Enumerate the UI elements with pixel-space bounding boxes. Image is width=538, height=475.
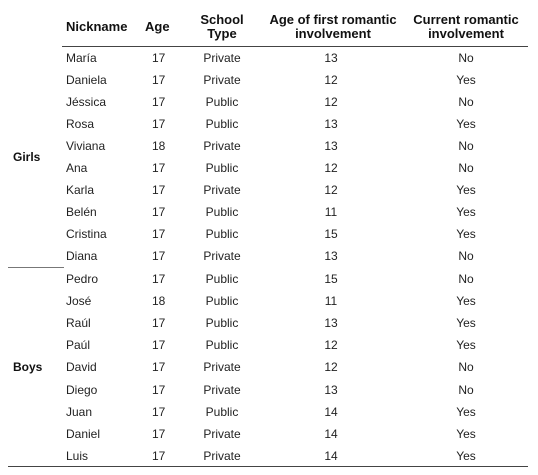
table-row: [0, 157, 538, 179]
cell-school-type: Private: [203, 426, 241, 441]
table-row: [0, 379, 538, 401]
cell-school-type: Public: [205, 117, 239, 131]
cell-school-type: Public: [205, 272, 239, 286]
cell-age: 18: [152, 294, 166, 309]
header-current-involvement-line2: involvement: [428, 26, 504, 41]
cell-nickname: Cristina: [66, 227, 107, 241]
table-row: [0, 245, 538, 267]
cell-current-involvement: Yes: [456, 294, 476, 309]
cell-first-involvement-age: 13: [324, 51, 338, 65]
header-nickname: Nickname: [66, 19, 128, 34]
cell-nickname: Karla: [66, 183, 95, 197]
cell-nickname: Paúl: [66, 338, 91, 353]
cell-current-involvement: No: [458, 360, 474, 375]
cell-first-involvement-age: 11: [324, 294, 338, 309]
cell-current-involvement: Yes: [456, 183, 476, 197]
group-label-boys: Boys: [13, 360, 43, 374]
table-row: [0, 290, 538, 312]
cell-current-involvement: Yes: [456, 227, 476, 241]
cell-age: 17: [152, 338, 166, 353]
cell-school-type: Private: [203, 51, 241, 65]
cell-school-type: Public: [205, 338, 239, 353]
cell-age: 17: [152, 227, 166, 241]
cell-nickname: Diego: [66, 382, 98, 397]
cell-age: 17: [152, 272, 166, 286]
header-first-involvement-line1: Age of first romantic: [269, 12, 397, 27]
table-row: [0, 401, 538, 423]
cell-school-type: Private: [203, 139, 241, 153]
cell-age: 18: [152, 139, 166, 153]
cell-age: 17: [152, 426, 166, 441]
cell-current-involvement: Yes: [456, 117, 476, 131]
cell-nickname: Daniel: [66, 426, 101, 441]
cell-first-involvement-age: 15: [324, 227, 338, 241]
cell-school-type: Private: [203, 183, 241, 197]
cell-current-involvement: Yes: [456, 448, 476, 463]
cell-age: 17: [152, 316, 166, 331]
table-bottom-rule: [8, 466, 528, 467]
cell-current-involvement: No: [458, 95, 474, 109]
cell-age: 17: [152, 205, 166, 219]
table-row: [0, 445, 538, 467]
cell-age: 17: [152, 95, 166, 109]
cell-school-type: Private: [203, 73, 241, 87]
cell-school-type: Private: [203, 360, 241, 375]
table-row: [0, 113, 538, 135]
table-row: [0, 91, 538, 113]
cell-first-involvement-age: 13: [324, 139, 338, 153]
cell-school-type: Public: [205, 95, 239, 109]
cell-age: 17: [152, 382, 166, 397]
cell-current-involvement: No: [458, 382, 474, 397]
table-row: [0, 201, 538, 223]
cell-age: 17: [152, 161, 166, 175]
cell-nickname: Luis: [66, 448, 89, 463]
cell-first-involvement-age: 14: [324, 448, 338, 463]
cell-school-type: Public: [205, 294, 239, 309]
cell-nickname: Pedro: [66, 272, 99, 286]
cell-school-type: Private: [203, 448, 241, 463]
cell-age: 17: [152, 51, 166, 65]
cell-first-involvement-age: 12: [324, 338, 338, 353]
table-row: [0, 312, 538, 334]
header-school-type-line2: Type: [207, 26, 237, 41]
cell-school-type: Public: [205, 316, 239, 331]
cell-age: 17: [152, 448, 166, 463]
group-label-girls: Girls: [13, 150, 41, 164]
cell-current-involvement: Yes: [456, 338, 476, 353]
header-current-involvement: [408, 13, 524, 41]
header-first-involvement: [262, 13, 404, 41]
table-row: [0, 69, 538, 91]
cell-nickname: Juan: [66, 404, 93, 419]
table-row: [0, 179, 538, 201]
cell-first-involvement-age: 12: [324, 360, 338, 375]
cell-school-type: Public: [205, 161, 239, 175]
cell-current-involvement: Yes: [456, 404, 476, 419]
cell-age: 17: [152, 404, 166, 419]
cell-nickname: Diana: [66, 249, 98, 263]
cell-first-involvement-age: 11: [324, 205, 338, 219]
cell-first-involvement-age: 14: [324, 426, 338, 441]
cell-nickname: José: [66, 294, 92, 309]
header-current-involvement-line1: Current romantic: [413, 12, 519, 27]
cell-first-involvement-age: 15: [324, 272, 338, 286]
table-row: [0, 356, 538, 378]
cell-first-involvement-age: 13: [324, 117, 338, 131]
cell-age: 17: [152, 117, 166, 131]
cell-current-involvement: No: [458, 139, 474, 153]
cell-school-type: Private: [203, 382, 241, 397]
cell-nickname: Ana: [66, 161, 88, 175]
cell-age: 17: [152, 249, 166, 263]
table-row: [0, 334, 538, 356]
cell-first-involvement-age: 12: [324, 73, 338, 87]
cell-first-involvement-age: 13: [324, 316, 338, 331]
cell-age: 17: [152, 73, 166, 87]
cell-nickname: Belén: [66, 205, 97, 219]
cell-current-involvement: No: [458, 249, 474, 263]
cell-current-involvement: Yes: [456, 73, 476, 87]
cell-first-involvement-age: 13: [324, 382, 338, 397]
header-school-type-line1: School: [200, 12, 244, 27]
cell-nickname: Viviana: [66, 139, 106, 153]
cell-nickname: Jéssica: [66, 95, 107, 109]
cell-school-type: Public: [205, 404, 239, 419]
cell-current-involvement: Yes: [456, 205, 476, 219]
cell-nickname: Rosa: [66, 117, 95, 131]
cell-current-involvement: No: [458, 161, 474, 175]
cell-current-involvement: Yes: [456, 316, 476, 331]
cell-first-involvement-age: 12: [324, 183, 338, 197]
header-age: Age: [145, 19, 170, 34]
cell-first-involvement-age: 12: [324, 95, 338, 109]
table-row: [0, 268, 538, 290]
header-school-type: [193, 13, 251, 41]
cell-school-type: Public: [205, 205, 239, 219]
cell-nickname: David: [66, 360, 97, 375]
cell-school-type: Public: [205, 227, 239, 241]
cell-nickname: Daniela: [66, 73, 107, 87]
table-row: [0, 135, 538, 157]
cell-nickname: María: [66, 51, 97, 65]
cell-current-involvement: No: [458, 272, 474, 286]
cell-age: 17: [152, 183, 166, 197]
table-row: [0, 47, 538, 69]
cell-age: 17: [152, 360, 166, 375]
cell-nickname: Raúl: [66, 316, 91, 331]
cell-school-type: Private: [203, 249, 241, 263]
header-first-involvement-line2: involvement: [295, 26, 371, 41]
table-row: [0, 423, 538, 445]
cell-current-involvement: Yes: [456, 426, 476, 441]
cell-first-involvement-age: 13: [324, 249, 338, 263]
cell-first-involvement-age: 12: [324, 161, 338, 175]
cell-first-involvement-age: 14: [324, 404, 338, 419]
table-row: [0, 223, 538, 245]
cell-current-involvement: No: [458, 51, 474, 65]
